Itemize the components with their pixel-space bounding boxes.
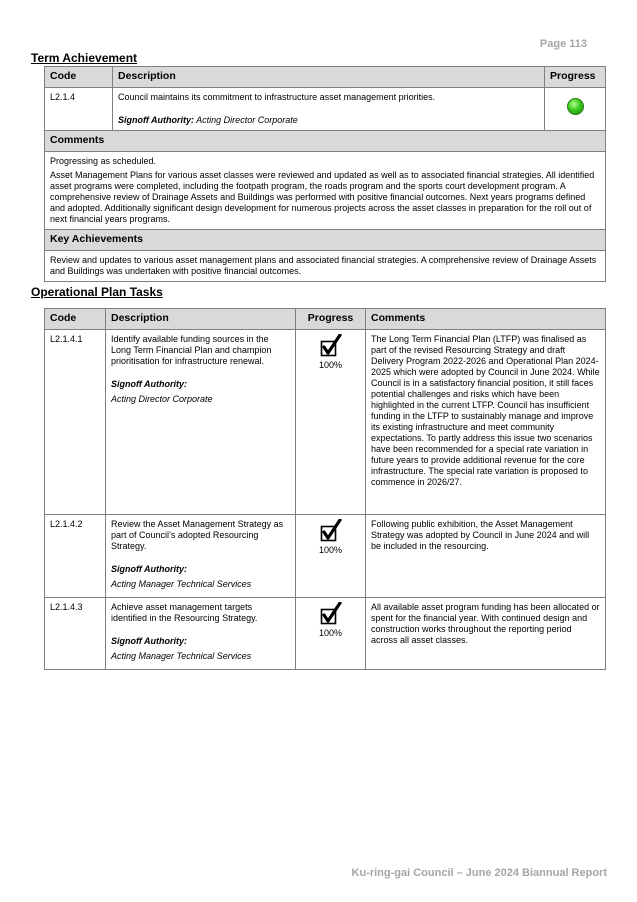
term-code: L2.1.4 xyxy=(45,88,113,131)
table-row xyxy=(45,598,606,670)
task-description-cell xyxy=(106,598,296,670)
task-description-cell xyxy=(106,330,296,515)
col-code-header: Code xyxy=(45,67,113,88)
term-description: Council maintains its commitment to infrastructure asset management priorities. xyxy=(118,92,436,102)
operational-plan-tasks-heading: Operational Plan Tasks xyxy=(31,285,163,299)
task-description-cell xyxy=(106,515,296,598)
task-description: Achieve asset management targets identified in the Resourcing Strategy. xyxy=(111,602,258,623)
task-progress-value: 100% xyxy=(318,360,343,370)
report-footer: Ku-ring-gai Council – June 2024 Biannual Report xyxy=(351,867,607,879)
table-row xyxy=(45,330,606,515)
comments-header: Comments xyxy=(45,131,606,152)
term-progress-cell xyxy=(545,88,606,131)
comments-cell xyxy=(45,152,606,230)
status-green-indicator-icon xyxy=(567,98,584,115)
checkbox-checked-icon xyxy=(320,602,342,626)
checkbox-checked-icon xyxy=(320,334,342,358)
table-row xyxy=(45,88,606,131)
task-comment: The Long Term Financial Plan (LTFP) was finalised as part of the revised Resourcing Strategy and draft Delivery Program 2022-2026 and Operational Plan 2024-2025 which were adopted by Council in June 2024. While Council is in a satisfactory financial position, it still faces potential challenges and risks which have been highlighted in the current LTFP. Council has insufficient funding in the LTFP to sustainably manage and improve its existing infrastructure and meet community expectations. To partly address this issue two scenarios have been recommended for a special rate variation in future years to provide additional revenue for the core infrastructure. The special rate variation is proposed to commence in 2026/27. xyxy=(366,330,606,515)
task-code: L2.1.4.3 xyxy=(45,598,106,670)
page-number: Page 113 xyxy=(539,38,587,50)
key-achievements-header: Key Achievements xyxy=(45,230,606,251)
tasks-col-code-header: Code xyxy=(45,309,106,330)
key-achievements-body: Review and updates to various asset management plans and associated financial strategies. A comprehensive review of Drainage Assets and Buildings was undertaken with positive financial outcomes. xyxy=(45,251,606,282)
task-signoff-value: Acting Director Corporate xyxy=(111,394,213,404)
task-signoff-value: Acting Manager Technical Services xyxy=(111,579,252,589)
task-signoff-value: Acting Manager Technical Services xyxy=(111,651,252,661)
task-description: Review the Asset Management Strategy as part of Council’s adopted Resourcing Strategy. xyxy=(111,519,284,551)
task-code: L2.1.4.2 xyxy=(45,515,106,598)
signoff-label: Signoff Authority: xyxy=(118,115,194,125)
task-description: Identify available funding sources in the Long Term Financial Plan and champion prioritisation for infrastructure renewal. xyxy=(111,334,272,366)
signoff-value: Acting Director Corporate xyxy=(196,115,298,125)
tasks-col-progress-header: Progress xyxy=(296,309,366,330)
comments-status: Progressing as scheduled. xyxy=(50,156,157,166)
term-achievement-table xyxy=(44,66,606,282)
task-progress-value: 100% xyxy=(318,628,343,638)
tasks-col-description-header: Description xyxy=(106,309,296,330)
task-progress-value: 100% xyxy=(318,545,343,555)
task-comment: All available asset program funding has been allocated or spent for the financial year. With continued design and construction works throughout the reporting period across all asset classes. xyxy=(366,598,606,670)
task-signoff-label: Signoff Authority: xyxy=(111,564,187,574)
term-signoff xyxy=(118,115,539,126)
table-row xyxy=(45,515,606,598)
task-signoff-label: Signoff Authority: xyxy=(111,379,187,389)
task-progress-cell xyxy=(296,515,366,598)
task-code: L2.1.4.1 xyxy=(45,330,106,515)
col-progress-header: Progress xyxy=(545,67,606,88)
comments-body: Asset Management Plans for various asset classes were reviewed and updated as well as to associated financial strategies. All identified asset programs were completed, including the footpath program, the roads program and the sports court development program. A comprehensive review of Drainage Assets and Buildings was performed with positive financial outcomes. Next years programs defined and adopted. Additionally significant design development for numerous projects across the asset classes in preparation for the roll out of next financial years programs. xyxy=(50,170,595,224)
checkbox-checked-icon xyxy=(320,519,342,543)
task-progress-cell xyxy=(296,598,366,670)
term-achievement-heading: Term Achievement xyxy=(31,51,138,65)
task-progress-cell xyxy=(296,330,366,515)
task-comment: Following public exhibition, the Asset Management Strategy was adopted by Council in June 2024 and will be included in the resourcing. xyxy=(366,515,606,598)
col-description-header: Description xyxy=(113,67,545,88)
operational-plan-tasks-table xyxy=(44,308,606,670)
term-description-cell xyxy=(113,88,545,131)
tasks-col-comments-header: Comments xyxy=(366,309,606,330)
task-signoff-label: Signoff Authority: xyxy=(111,636,187,646)
